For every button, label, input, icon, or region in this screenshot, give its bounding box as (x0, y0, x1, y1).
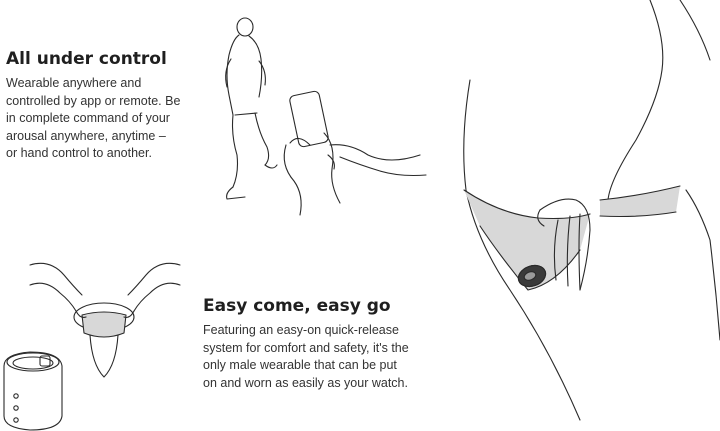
description-line: or hand control to another. (6, 146, 152, 160)
section-description (6, 75, 206, 163)
description-line: on and worn as easily as your watch. (203, 375, 408, 390)
description-line: system for comfort and safety, it's the (203, 340, 409, 355)
section-heading: All under control (6, 49, 167, 69)
walking-man-illustration (215, 15, 285, 205)
description-line: controlled by app or remote. Be (6, 93, 181, 108)
description-line: arousal anywhere, anytime – (6, 128, 166, 143)
section-heading: Easy come, easy go (203, 296, 391, 316)
description-line: Featuring an easy-on quick-release (203, 323, 399, 337)
description-line: only male wearable that can be put (203, 358, 397, 372)
section-all-under-control (6, 49, 206, 163)
description-line: Wearable anywhere and (6, 76, 142, 90)
device-product-illustration (0, 346, 70, 431)
torso-wearing-device-illustration (440, 0, 720, 431)
section-description (203, 322, 433, 392)
phone-in-hands-illustration (280, 85, 430, 215)
section-easy-come-easy-go (203, 296, 433, 392)
description-line: in complete command of your (6, 111, 170, 125)
